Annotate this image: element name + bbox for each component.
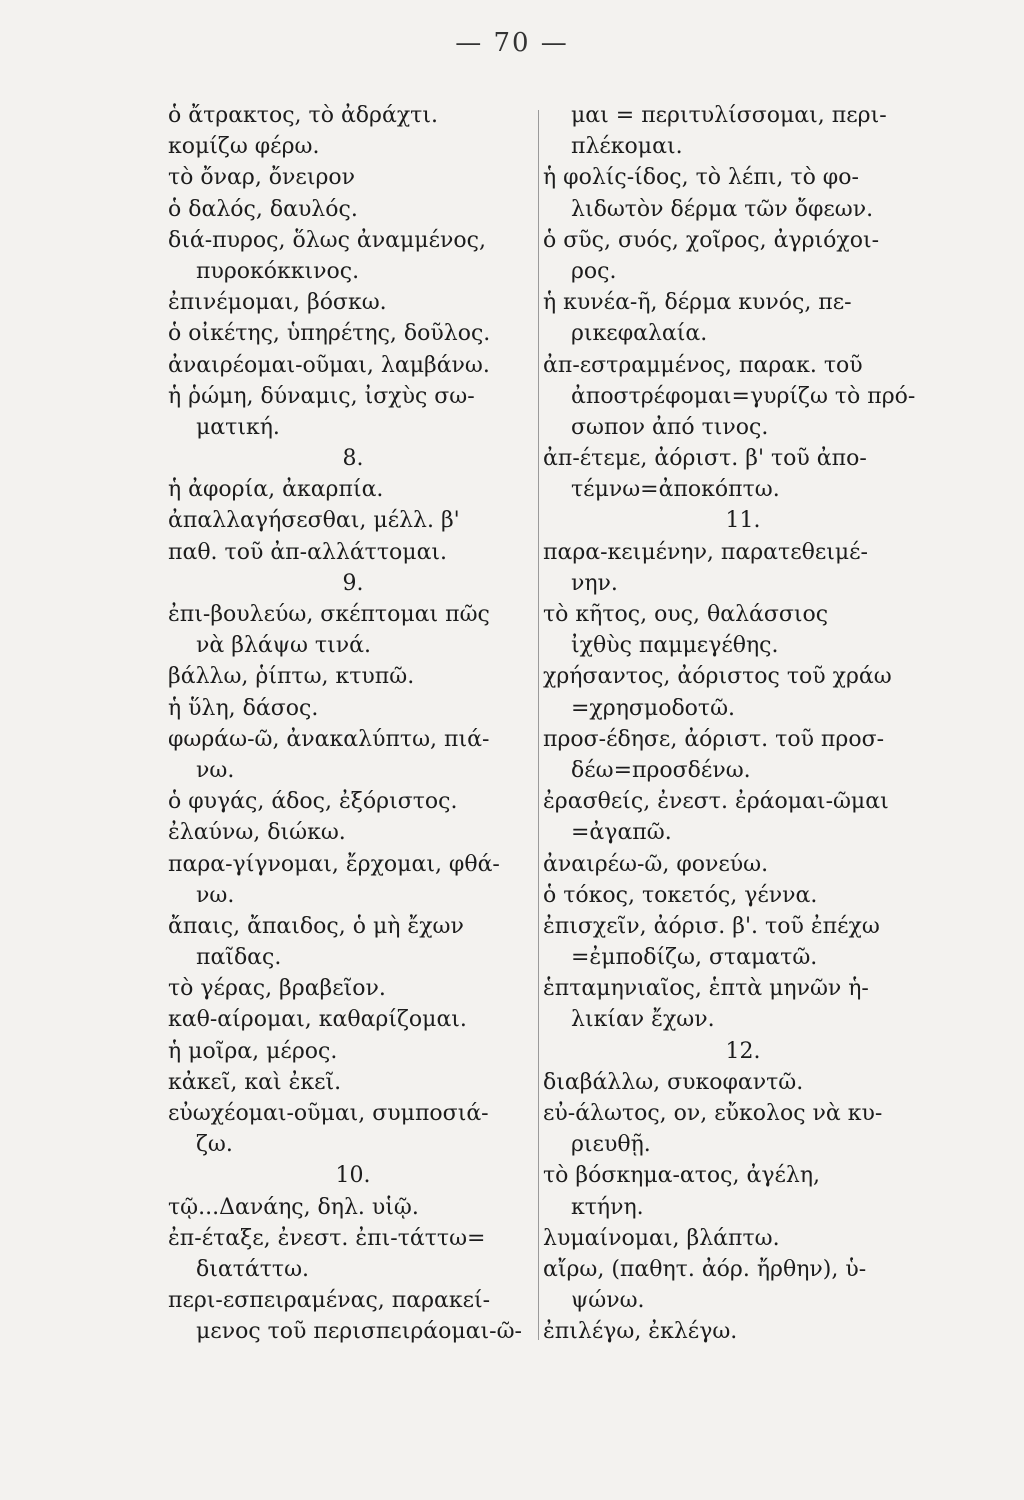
entry-line: πλέκομαι. [571,134,683,160]
page-number: — 70 — [455,28,569,58]
entry-line: φωράω-ῶ, ἀνακαλύπτω, πιά- [168,726,490,752]
entry-line: ἡ κυνέα-ῆ, δέρμα κυνός, πε- [543,290,852,316]
entry-line: λιδωτὸν δέρμα τῶν ὄφεων. [571,196,874,222]
entry-line: ἐπινέμομαι, βόσκω. [168,290,387,316]
entry-line: νω. [196,882,235,908]
entry-line: σωπον ἀπό τινος. [571,414,769,440]
entry-line: τὸ κῆτος, ους, θαλάσσιος [543,602,829,627]
entry-line: περι-εσπειραμένας, παρακεί- [168,1288,491,1314]
entry-line: =ἐμποδίζω, σταματῶ. [571,945,818,971]
entry-line: ἡ μοῖρα, μέρος. [168,1038,338,1064]
section-number: 11. [725,508,761,534]
entry-line: κομίζω φέρω. [168,134,320,160]
entry-line: ρικεφαλαία. [571,321,708,347]
entry-line: αἴρω, (παθητ. ἀόρ. ἤρθην), ὑ- [543,1256,867,1282]
entry-line: παρα-γίγνομαι, ἔρχομαι, φθά- [168,851,500,877]
entry-line: ὁ ἄτρακτος, τὸ ἀδράχτι. [168,103,438,128]
entry-line: τέμνω=ἀποκόπτω. [571,477,780,503]
entry-line: εὐωχέομαι-οῦμαι, συμποσιά- [168,1101,489,1126]
entry-line: ἀναιρέομαι-οῦμαι, λαμβάνω. [168,352,490,378]
right-column [543,100,943,1348]
left-column [168,100,538,1348]
entry-line: τῷ...Δανάης, δηλ. υἱῷ. [168,1194,419,1220]
entry-line: διατάττω. [196,1256,310,1282]
entry-line: μενος τοῦ περισπειράομαι-ῶ- [196,1319,522,1345]
entry-line: ἀπ-εστραμμένος, παρακ. τοῦ [543,352,863,378]
entry-line: ἡ ὕλη, δάσος. [168,695,319,721]
column-divider [538,110,539,1340]
section-number: 12. [725,1038,761,1064]
entry-line: ἐρασθείς, ἐνεστ. ἐράομαι-ῶμαι [543,789,889,815]
entry-line: δέω=προσδένω. [571,757,751,783]
entry-line: ἀναιρέω-ῶ, φονεύω. [543,851,769,877]
entry-line: ἐπισχεῖν, ἀόρισ. β'. τοῦ ἐπέχω [543,913,880,939]
entry-line: τὸ γέρας, βραβεῖον. [168,976,386,1002]
entry-line: ριευθῇ. [571,1132,651,1158]
section-number: 10. [335,1163,371,1189]
entry-line: λυμαίνομαι, βλάπτω. [543,1225,780,1251]
entry-line: νὰ βλάψω τινά. [196,633,371,659]
entry-line: παῖδας. [196,945,282,971]
entry-line: ὁ δαλός, δαυλός. [168,196,358,222]
entry-line: διά-πυρος, ὅλως ἀναμμένος, [168,227,486,253]
entry-line: κἀκεῖ, καὶ ἐκεῖ. [168,1069,342,1095]
entry-line: νω. [196,757,235,783]
entry-line: ρος. [571,258,617,284]
entry-line: =χρησμοδοτῶ. [571,695,736,721]
entry-line: κτήνη. [571,1194,644,1220]
entry-line: τὸ βόσκημα-ατος, ἀγέλη, [543,1163,821,1189]
section-number: 9. [342,570,364,596]
entry-line: =ἀγαπῶ. [571,820,672,846]
entry-line: ἐπ-έταξε, ἐνεστ. ἐπι-τάττω= [168,1225,486,1251]
entry-line: ζω. [196,1132,233,1158]
entry-line: ψώνω. [571,1288,645,1314]
entry-line: ἑπταμηνιαῖος, ἑπτὰ μηνῶν ἡ- [543,976,869,1002]
entry-line: λικίαν ἔχων. [571,1007,715,1033]
entry-line: διαβάλλω, συκοφαντῶ. [543,1069,804,1095]
entry-line: ἀπαλλαγήσεσθαι, μέλλ. β' [168,508,460,534]
entry-line: ὁ σῦς, συός, χοῖρος, ἀγριόχοι- [543,227,880,253]
entry-line: ἐπιλέγω, ἐκλέγω. [543,1319,738,1345]
entry-line: μαι = περιτυλίσσομαι, περι- [571,103,887,128]
entry-line: νην. [571,570,618,596]
section-number: 8. [342,446,364,472]
entry-line: χρήσαντος, ἀόριστος τοῦ χράω [543,664,892,690]
entry-line: ὁ τόκος, τοκετός, γέννα. [543,882,818,908]
entry-line: καθ-αίρομαι, καθαρίζομαι. [168,1007,467,1033]
entry-line: πυροκόκκινος. [196,258,360,284]
entry-line: ἡ φολίς-ίδος, τὸ λέπι, τὸ φο- [543,165,859,191]
entry-line: ἡ ῥώμη, δύναμις, ἰσχὺς σω- [168,383,475,409]
entry-line: παθ. τοῦ ἀπ-αλλάττομαι. [168,539,448,565]
entry-line: ἀπ-έτεμε, ἀόριστ. β' τοῦ ἀπο- [543,446,867,472]
entry-line: τὸ ὄναρ, ὄνειρον [168,165,355,191]
entry-line: ἐλαύνω, διώκω. [168,820,346,846]
entry-line: προσ-έδησε, ἀόριστ. τοῦ προσ- [543,726,885,752]
entry-line: ὁ οἰκέτης, ὑπηρέτης, δοῦλος. [168,321,491,347]
entry-line: βάλλω, ῥίπτω, κτυπῶ. [168,664,415,690]
entry-line: ἄπαις, ἄπαιδος, ὁ μὴ ἔχων [168,913,464,939]
entry-line: εὐ-άλωτος, ον, εὔκολος νὰ κυ- [543,1101,883,1126]
entry-line: ἡ ἀφορία, ἀκαρπία. [168,477,384,503]
entry-line: ἐπι-βουλεύω, σκέπτομαι πῶς [168,602,490,627]
entry-line: ἀποστρέφομαι=γυρίζω τὸ πρό- [571,383,916,409]
entry-line: ἰχθὺς παμμεγέθης. [571,633,779,659]
entry-line: παρα-κειμένην, παρατεθειμέ- [543,539,868,565]
entry-line: ματική. [196,414,280,440]
entry-line: ὁ φυγάς, άδος, ἐξόριστος. [168,789,458,815]
